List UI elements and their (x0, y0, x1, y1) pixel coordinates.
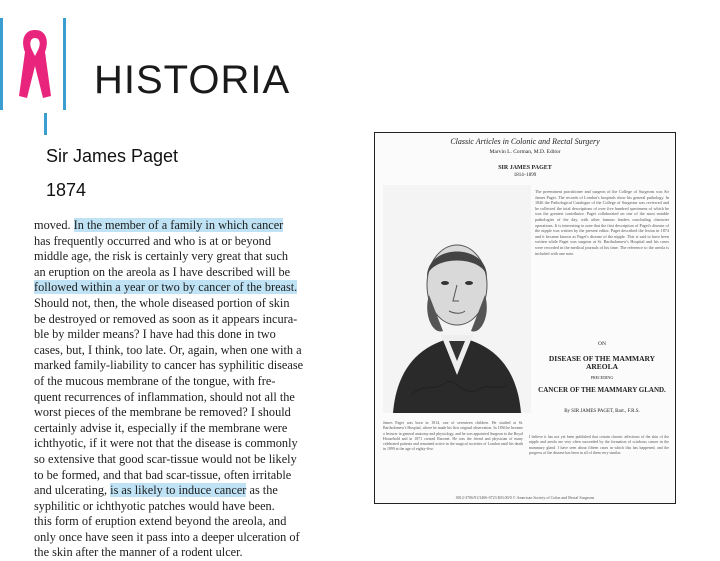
biography-text: James Paget was born in 1814, one of seventeen children. He studied at St. Bartholomew's Hospital, where he made his first original observation. In 1836 he became a lecturer in general anatomy and physiology, and he was appointed Surgeon to the Royal Household and in 1871 created Baronet. He was the friend and physician of many celebrated patients and remained active in the surgical societies of London until his death in 1899 at the age of eighty-five. (383, 421, 523, 452)
excerpt-line (34, 483, 318, 499)
excerpt-text: and ulcerating, (34, 483, 111, 498)
excerpt-line (34, 530, 318, 546)
excerpt-text: the skin after the manner of a rodent ulcer. (34, 545, 243, 560)
excerpt-line (34, 296, 318, 312)
excerpt-text: syphilitic or ichthyotic patches would have been. (34, 498, 275, 513)
excerpt-text: to be formed, and that bad scar-tissue, often irritable (34, 467, 292, 482)
excerpt-line (34, 312, 318, 328)
excerpt-line (34, 343, 318, 359)
excerpt-line (34, 327, 318, 343)
excerpt-line (34, 218, 318, 234)
excerpt-text: certainly advise it, especially if the membrane were (34, 420, 288, 435)
article-body-text: I believe it has not yet been published that certain chronic affections of the skin of the nipple and areola are very often succeeded by the formation of scirrhous cancer in the mammary gland. I have seen about fifteen cases in which this has happened, and the progress of the disease has been in all of them very similar. (529, 435, 669, 455)
author-years: 1814–1899 (513, 173, 537, 178)
accent-line (44, 113, 47, 135)
article-subtitle: CANCER OF THE MAMMARY GLAND. (538, 386, 666, 394)
excerpt-line (34, 514, 318, 530)
excerpt-line (34, 358, 318, 374)
excerpt-text: marked family-liability to cancer has syphilitic disease (34, 358, 304, 373)
excerpt-line (34, 249, 318, 265)
excerpt-text: cases, but, I think, too late. Or, again, when one with a (34, 342, 302, 357)
on-label: ON (598, 341, 606, 347)
excerpt-line (34, 545, 318, 561)
excerpt-line (34, 374, 318, 390)
excerpt-text: ble by milder means? I have had this done in two (34, 327, 276, 342)
highlighted-text: In the member of a family in which cancer (73, 218, 284, 232)
intro-text: The preeminent practitioner and surgeon of the College of Surgeons was Sir James Paget. The records of London's hospitals show his general pathology. In 1846 the Pathological Catalogue of the College of Surgeons was reviewed and he collected the total descriptions of over five hundred specimens of which he was the greatest contributor. Paget collaborated on one of the most notable pathologies of the day, with other famous leaders concluding character operations. It is interesting to note that the first description of Paget's disease of the nipple was written by the present editor. Paget described the lesion in 1874 and it became known as Paget's disease of the nipple. This is said to have been written while Paget was surgeon at St. Bartholomew's Hospital and his cases were recorded in the medical journals of his time. The reference to the areola is included with one note. (535, 189, 669, 256)
excerpt-scan (34, 218, 318, 560)
excerpt-line (34, 265, 318, 281)
portrait-image (383, 185, 531, 413)
excerpt-text: of the mucous membrane of the tongue, with fre- (34, 373, 276, 388)
ribbon-logo-frame (0, 18, 66, 110)
excerpt-line (34, 436, 318, 452)
subtitle-name: Sir James Paget (46, 146, 179, 166)
excerpt-text: Should not, then, the whole diseased portion of skin (34, 295, 290, 310)
journal-title: Classic Articles in Colonic and Rectal Surgery (450, 137, 600, 146)
excerpt-text: middle age, the risk is certainly very great that such (34, 249, 289, 264)
excerpt-line (34, 280, 318, 296)
excerpt-text: moved. (34, 218, 74, 232)
awareness-ribbon-icon (13, 26, 57, 102)
excerpt-text: quent recurrences of inflammation, should not all the (34, 389, 295, 404)
excerpt-text: only once have seen it pass into a deeper ulceration of (34, 529, 300, 544)
article-document (374, 132, 676, 504)
excerpt-line (34, 405, 318, 421)
excerpt-text: as the (246, 483, 278, 498)
excerpt-text: an eruption on the areola as I have described will be (34, 264, 291, 279)
author-heading: SIR JAMES PAGET (498, 165, 552, 171)
excerpt-text: worst pieces of the membrane be removed? I should (34, 405, 291, 420)
excerpt-line (34, 234, 318, 250)
preceding-label: PRECEDING (590, 375, 614, 380)
page-title: HISTORIA (94, 58, 291, 102)
excerpt-line (34, 499, 318, 515)
subtitle-year: 1874 (46, 180, 87, 200)
excerpt-text: so extensive that good scar-tissue would not be likely (34, 451, 297, 466)
document-footer: 0012-3706/91/3406-0723 $03.00/0 © American Society of Colon and Rectal Surgeons (455, 495, 595, 500)
excerpt-text: has frequently occurred and who is at or beyond (34, 233, 271, 248)
excerpt-text: this form of eruption extend beyond the areola, and (34, 514, 287, 529)
excerpt-line (34, 421, 318, 437)
highlighted-text: is as likely to induce cancer (110, 483, 247, 498)
excerpt-line (34, 452, 318, 468)
article-title: DISEASE OF THE MAMMARY AREOLA (548, 354, 656, 371)
byline: By SIR JAMES PAGET, Bart., F.R.S. (564, 409, 640, 414)
highlighted-text: followed within a year or two by cancer of the breast. (34, 280, 298, 295)
excerpt-text: ichthyotic, if it were not that the disease is commonly (34, 436, 298, 451)
editor-line: Marvin L. Corman, M.D. Editor (489, 149, 561, 155)
excerpt-text: be destroyed or removed as soon as it appears incura- (34, 311, 298, 326)
excerpt-line (34, 390, 318, 406)
excerpt-line (34, 468, 318, 484)
